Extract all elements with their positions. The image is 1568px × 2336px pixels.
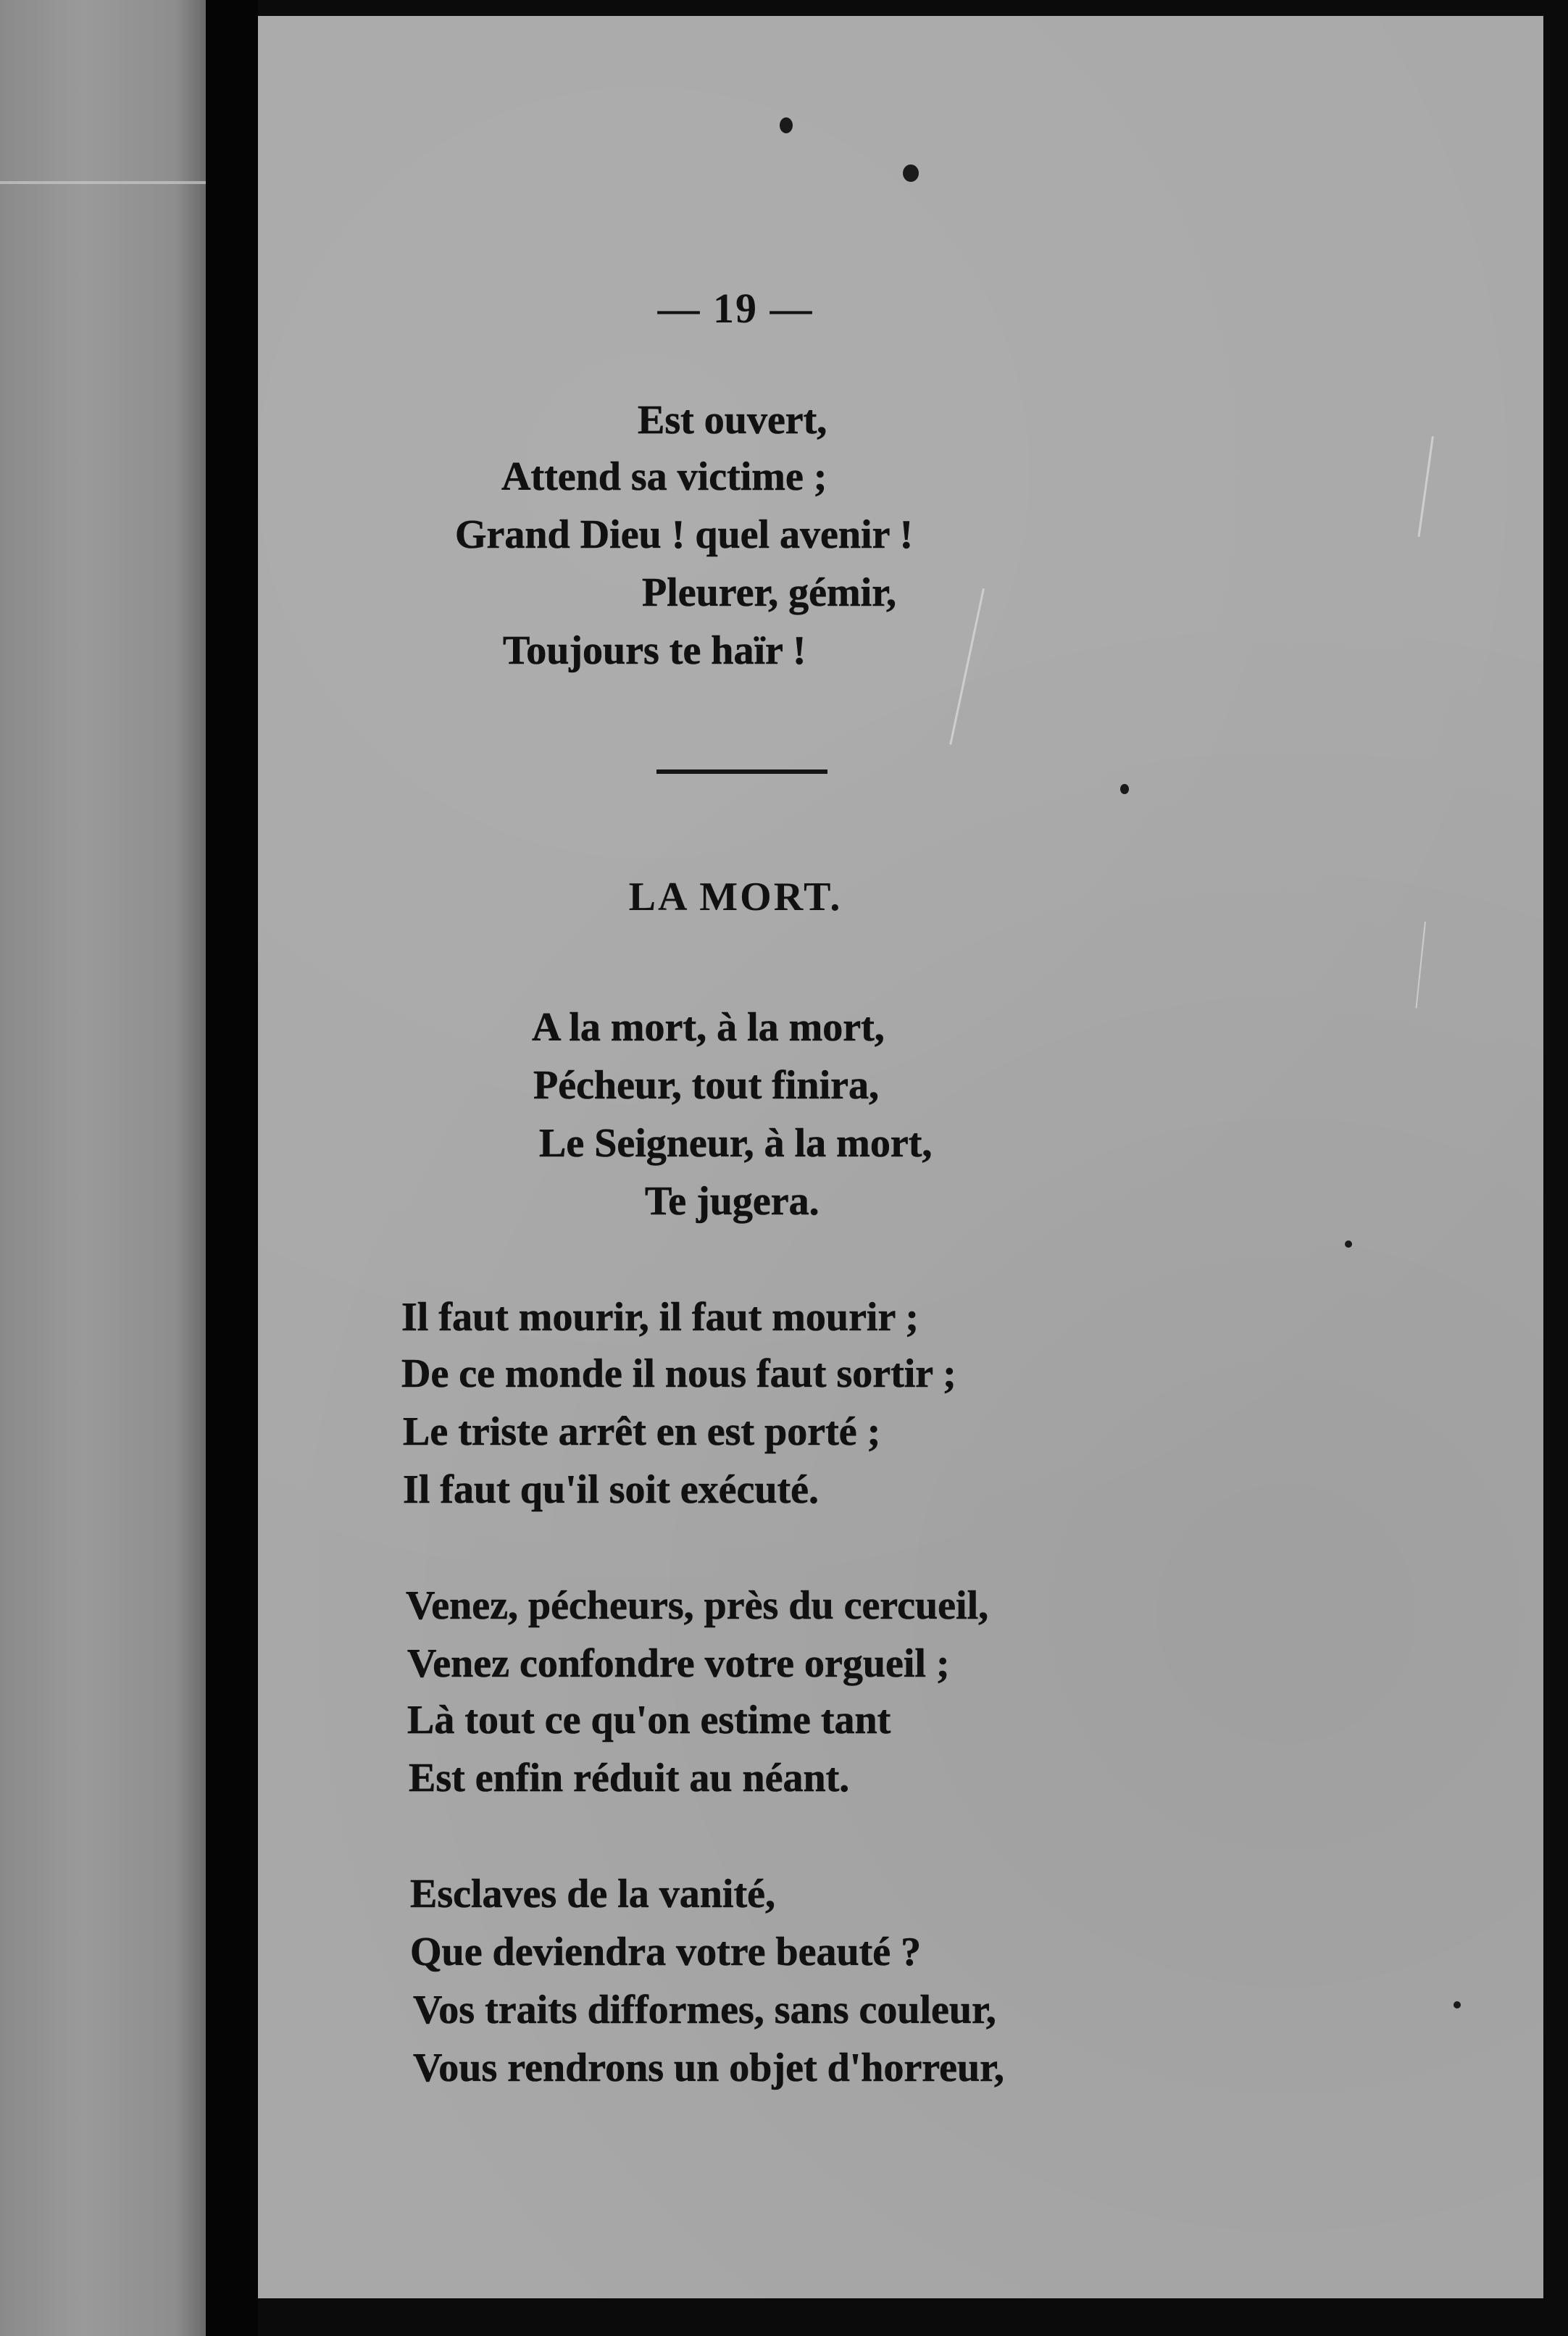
refrain-line: Le Seigneur, à la mort, bbox=[539, 1121, 933, 1166]
page-number: — 19 — bbox=[657, 285, 814, 332]
section-divider bbox=[656, 769, 827, 774]
verse-line: De ce monde il nous faut sortir ; bbox=[401, 1351, 956, 1396]
verse-line: Le triste arrêt en est porté ; bbox=[403, 1409, 881, 1454]
book-gutter bbox=[206, 0, 258, 2336]
film-scratch bbox=[1418, 436, 1434, 537]
verse-line: Attend sa victime ; bbox=[501, 454, 827, 499]
verse-line: Il faut qu'il soit exécuté. bbox=[403, 1467, 819, 1512]
ink-speck bbox=[1345, 1240, 1352, 1248]
ink-speck bbox=[903, 164, 919, 182]
ink-speck bbox=[780, 117, 793, 133]
verse-line: Là tout ce qu'on estime tant bbox=[407, 1698, 891, 1743]
verse-line: Que deviendra votre beauté ? bbox=[410, 1930, 922, 1974]
verse-line: Est ouvert, bbox=[638, 398, 827, 443]
section-title: LA MORT. bbox=[628, 875, 843, 919]
refrain-line: Pécheur, tout finira, bbox=[533, 1063, 879, 1108]
verse-line: Il faut mourir, il faut mourir ; bbox=[401, 1295, 919, 1340]
ink-speck bbox=[1120, 784, 1129, 794]
verse-line: Venez, pécheurs, près du cercueil, bbox=[406, 1583, 989, 1628]
verse-line: Esclaves de la vanité, bbox=[410, 1872, 775, 1916]
left-page-crease bbox=[0, 181, 206, 184]
refrain-line: A la mort, à la mort, bbox=[532, 1005, 885, 1050]
verse-line: Vos traits difformes, sans couleur, bbox=[413, 1987, 996, 2032]
film-scratch bbox=[1415, 922, 1426, 1009]
verse-line: Vous rendrons un objet d'horreur, bbox=[413, 2045, 1004, 2090]
verse-line: Toujours te haïr ! bbox=[503, 628, 806, 673]
verse-line: Grand Dieu ! quel avenir ! bbox=[455, 512, 914, 557]
verse-line: Pleurer, gémir, bbox=[642, 570, 896, 615]
ink-speck bbox=[1454, 2001, 1461, 2008]
refrain-line: Te jugera. bbox=[645, 1179, 820, 1224]
verse-line: Est enfin réduit au néant. bbox=[409, 1756, 850, 1801]
left-page-edge bbox=[0, 0, 206, 2336]
film-scratch bbox=[949, 588, 985, 745]
verse-line: Venez confondre votre orgueil ; bbox=[407, 1641, 950, 1686]
